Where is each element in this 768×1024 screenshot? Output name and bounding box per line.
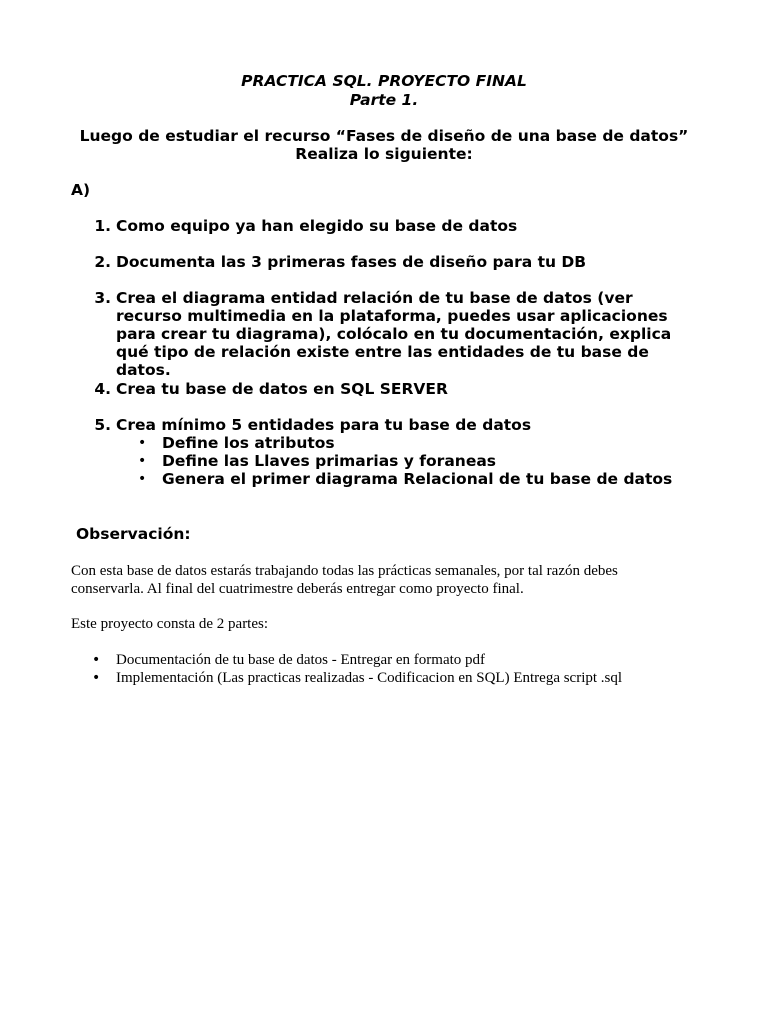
bullet-icon: •	[138, 471, 147, 487]
bullet-icon: •	[92, 652, 101, 668]
step-number: 3.	[94, 289, 111, 307]
bullet-icon: •	[138, 435, 147, 451]
step-number: 1.	[94, 217, 111, 235]
part-text: Documentación de tu base de datos - Entregar en formato pdf	[116, 652, 486, 668]
step-text: Como equipo ya han elegido su base de datos	[116, 217, 518, 235]
observation-paragraph: Con esta base de datos estarás trabajando todas las prácticas semanales, por tal razón debes conservarla. Al final del cuatrimestre deberás entregar como proyecto final.	[71, 563, 618, 597]
document-subtitle: Parte 1.	[349, 91, 419, 109]
step-text: Crea el diagrama entidad relación de tu base de datos (ver recurso multimedia en la plataforma, puedes usar aplicaciones para crear tu diagrama), colócalo en tu documentación, explica qué tipo de relación existe entre las entidades de tu base de datos.	[116, 289, 672, 379]
section-label: A)	[71, 181, 91, 199]
bullet-icon: •	[92, 670, 101, 686]
step-text: Documenta las 3 primeras fases de diseño para tu DB	[116, 253, 587, 271]
step-text: Crea tu base de datos en SQL SERVER	[116, 380, 448, 398]
step-text: Crea mínimo 5 entidades para tu base de datos	[116, 416, 532, 434]
step-number: 2.	[94, 253, 111, 271]
document-title: PRACTICA SQL. PROYECTO FINAL	[241, 72, 527, 90]
step-number: 4.	[94, 380, 111, 398]
observation-heading: Observación:	[76, 525, 191, 543]
parts-intro: Este proyecto consta de 2 partes:	[71, 616, 269, 632]
substep-text: Genera el primer diagrama Relacional de tu base de datos	[162, 470, 673, 488]
step-number: 5.	[94, 416, 111, 434]
intro-line-1: Luego de estudiar el recurso “Fases de diseño de una base de datos”	[79, 127, 689, 145]
substep-text: Define los atributos	[162, 434, 335, 452]
bullet-icon: •	[138, 453, 147, 469]
substep-text: Define las Llaves primarias y foraneas	[162, 452, 497, 470]
intro-line-2: Realiza lo siguiente:	[295, 145, 473, 163]
part-text: Implementación (Las practicas realizadas - Codificacion en SQL) Entrega script .sql	[116, 670, 623, 686]
